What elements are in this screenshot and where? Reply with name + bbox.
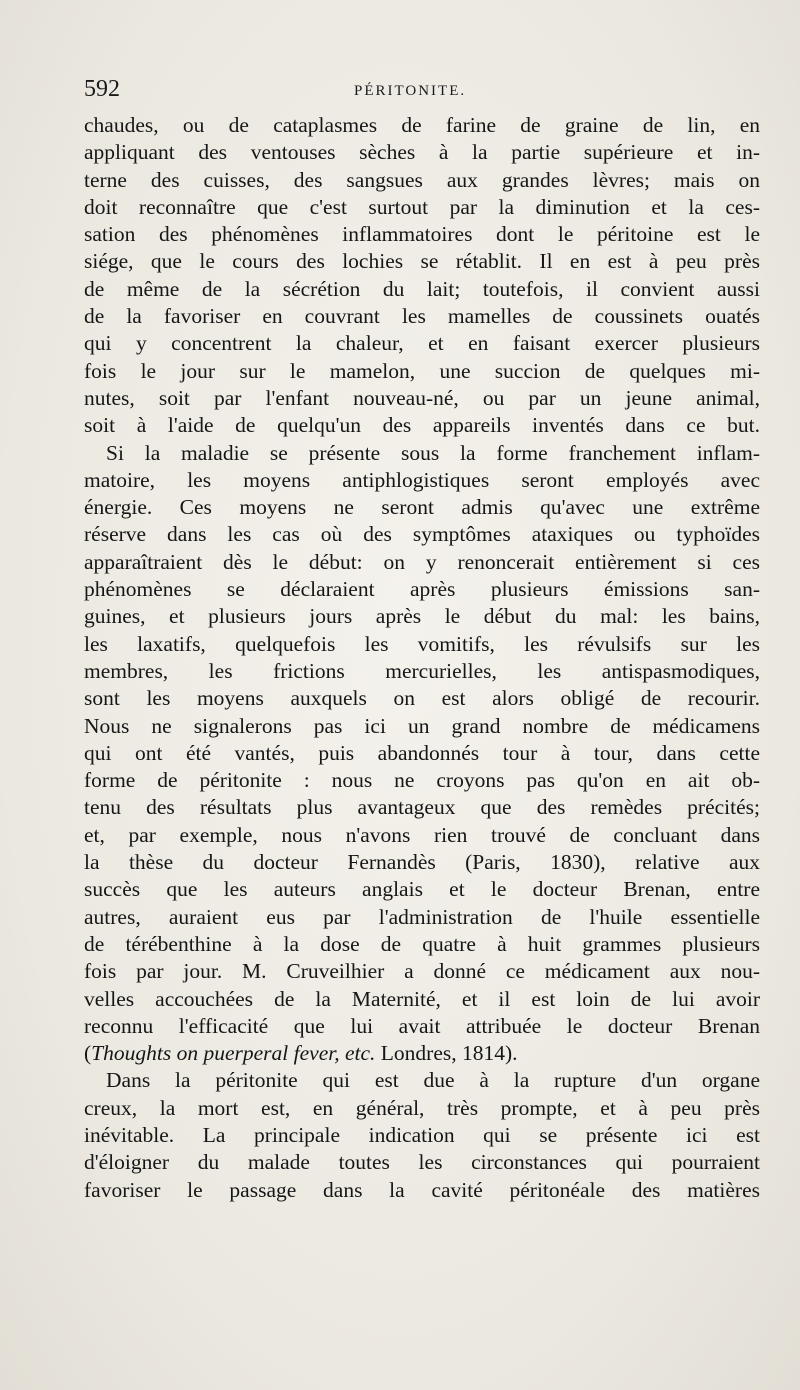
citation-open-paren: ( [84, 1041, 92, 1066]
text-line: d'éloigner du malade toutes les circonstances qui pourraient [84, 1150, 760, 1175]
text-line: chaudes, ou de cataplasmes de farine de graine de lin, en [84, 113, 760, 137]
text-line: inévitable. La principale indication qui se présente ici est [84, 1122, 760, 1147]
text-line: autres, auraient eus par l'administration de l'huile essentielle [84, 904, 760, 929]
text-line: les laxatifs, quelquefois les vomitifs, les révulsifs sur les [84, 631, 760, 656]
text-line: Si la maladie se présente sous la forme franchement inflam- [106, 440, 760, 465]
text-line: guines, et plusieurs jours après le début du mal: les bains, [84, 604, 760, 629]
text-line: nutes, soit par l'enfant nouveau-né, ou par un jeune animal, [84, 385, 760, 410]
text-line: creux, la mort est, en général, très prompte, et à peu près [84, 1095, 760, 1120]
text-line: sation des phénomènes inflammatoires dont le péritoine est le [84, 222, 760, 247]
text-line: Nous ne signalerons pas ici un grand nombre de médicamens [84, 713, 760, 738]
text-line: appliquant des ventouses sèches à la partie supérieure et in- [84, 140, 760, 165]
paragraph-1 [84, 112, 760, 440]
paragraph-2 [84, 440, 760, 1068]
text-line: de la favoriser en couvrant les mamelles de coussinets ouatés [84, 304, 760, 329]
body-text [84, 112, 760, 1204]
text-line: de même de la sécrétion du lait; toutefois, il convient aussi [84, 276, 760, 301]
citation-rest: Londres, 1814). [375, 1041, 518, 1066]
text-line: doit reconnaître que c'est surtout par la diminution et la ces- [84, 194, 760, 219]
text-line: siége, que le cours des lochies se rétablit. Il en est à peu près [84, 249, 760, 274]
text-line-citation [84, 1040, 760, 1067]
text-line: matoire, les moyens antiphlogistiques seront employés avec [84, 467, 760, 492]
page-header [84, 76, 760, 106]
text-line: énergie. Ces moyens ne seront admis qu'avec une extrême [84, 495, 760, 520]
text-line: phénomènes se déclaraient après plusieurs émissions san- [84, 577, 760, 602]
page-number: 592 [84, 76, 120, 102]
text-line: forme de péritonite : nous ne croyons pas qu'on en ait ob- [84, 768, 760, 793]
text-line: reconnu l'efficacité que lui avait attribuée le docteur Brenan [84, 1013, 760, 1038]
text-line: Dans la péritonite qui est due à la rupture d'un organe [106, 1068, 760, 1093]
running-title: PÉRITONITE. [354, 83, 467, 99]
text-line: de térébenthine à la dose de quatre à huit grammes plusieurs [84, 931, 760, 956]
text-line: réserve dans les cas où des symptômes ataxiques ou typhoïdes [84, 522, 760, 547]
text-line: fois par jour. M. Cruveilhier a donné ce médicament aux nou- [84, 959, 760, 984]
text-line: fois le jour sur le mamelon, une succion de quelques mi- [84, 358, 760, 383]
text-line: velles accouchées de la Maternité, et il est loin de lui avoir [84, 986, 760, 1011]
text-line: succès que les auteurs anglais et le docteur Brenan, entre [84, 877, 760, 902]
text-line: la thèse du docteur Fernandès (Paris, 1830), relative aux [84, 850, 760, 875]
text-line: sont les moyens auxquels on est alors obligé de recourir. [84, 686, 760, 711]
text-line: terne des cuisses, des sangsues aux grandes lèvres; mais on [84, 167, 760, 192]
text-line: favoriser le passage dans la cavité péritonéale des matières [84, 1177, 760, 1202]
text-line: qui y concentrent la chaleur, et en faisant exercer plusieurs [84, 331, 760, 356]
citation-title: Thoughts on puerperal fever, etc. [91, 1041, 376, 1066]
text-line: membres, les frictions mercurielles, les antispasmodiques, [84, 658, 760, 683]
text-line: et, par exemple, nous n'avons rien trouvé de concluant dans [84, 822, 760, 847]
text-line: tenu des résultats plus avantageux que des remèdes précités; [84, 795, 760, 820]
text-line: soit à l'aide de quelqu'un des appareils inventés dans ce but. [84, 413, 760, 438]
paragraph-3 [84, 1067, 760, 1203]
text-line: qui ont été vantés, puis abandonnés tour à tour, dans cette [84, 740, 760, 765]
text-line: apparaîtraient dès le début: on y renoncerait entièrement si ces [84, 549, 760, 574]
